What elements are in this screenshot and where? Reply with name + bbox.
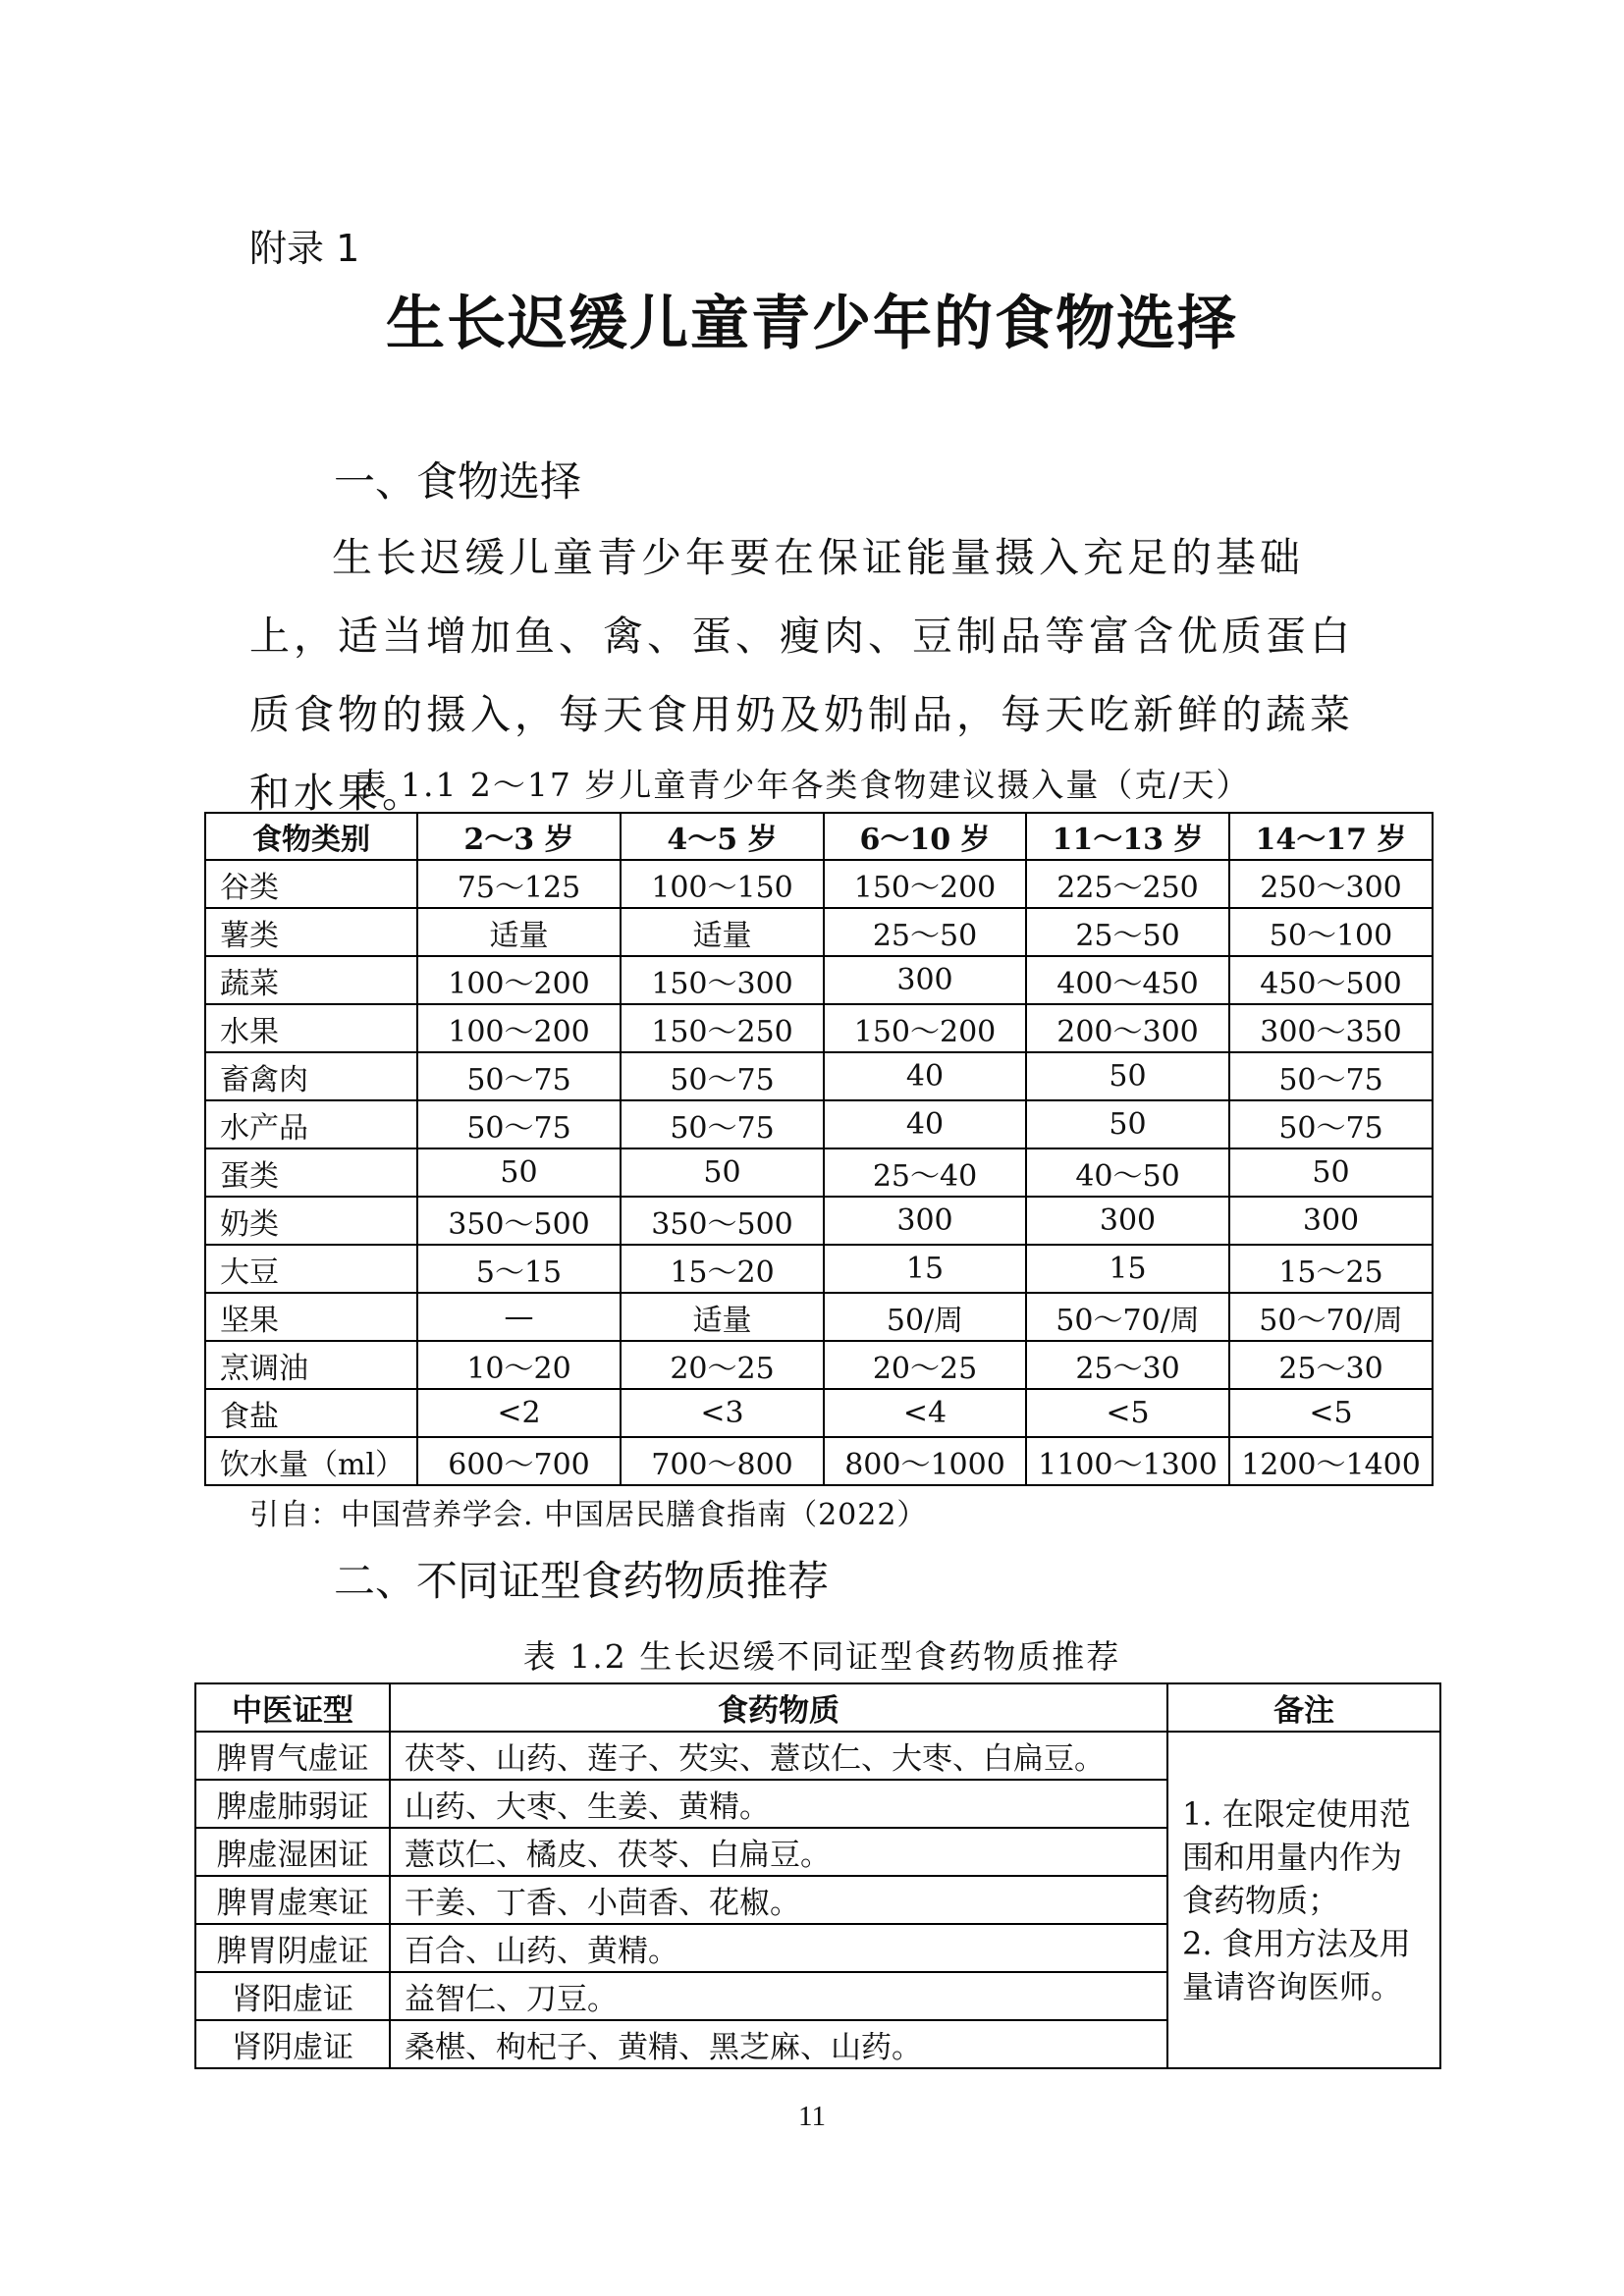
intake-value-cell: 150～300 [621,956,824,1004]
intake-value-cell: 150～200 [824,1004,1026,1052]
section-heading-food-choice: 一、食物选择 [334,457,582,506]
food-category-cell: 大豆 [205,1245,417,1293]
column-header: 中医证型 [195,1683,390,1732]
intake-value-cell: 50～70/周 [1229,1293,1433,1341]
table-row [205,1293,1433,1341]
intake-value-cell: 20～25 [824,1341,1026,1389]
substance-cell: 薏苡仁、橘皮、茯苓、白扁豆。 [390,1828,1167,1876]
substance-cell: 益智仁、刀豆。 [390,1972,1167,2020]
intake-value-cell: 700～800 [621,1437,824,1485]
intake-value-cell: 250～300 [1229,860,1433,908]
intake-value-cell: 50～75 [417,1052,621,1100]
intake-value-cell: 150～200 [824,860,1026,908]
table-row [195,1732,1440,1780]
intake-value-cell: 300 [1229,1197,1433,1245]
table-row [205,860,1433,908]
intake-value-cell: 50 [1026,1100,1229,1148]
table-row [205,1148,1433,1197]
intake-value-cell: 50～75 [1229,1100,1433,1148]
intake-value-cell: 150～250 [621,1004,824,1052]
substance-cell: 茯苓、山药、莲子、芡实、薏苡仁、大枣、白扁豆。 [390,1732,1167,1780]
intake-value-cell: 450～500 [1229,956,1433,1004]
intake-value-cell: 15～20 [621,1245,824,1293]
substance-cell: 干姜、丁香、小茴香、花椒。 [390,1876,1167,1924]
intake-value-cell: 15 [1026,1245,1229,1293]
food-category-cell: 坚果 [205,1293,417,1341]
intake-value-cell: 15 [824,1245,1026,1293]
intake-value-cell: 50～75 [1229,1052,1433,1100]
intake-value-cell: 适量 [621,908,824,956]
appendix-label: 附录 1 [249,227,360,270]
substance-cell: 山药、大枣、生姜、黄精。 [390,1780,1167,1828]
intake-value-cell: 50 [417,1148,621,1197]
food-category-cell: 烹调油 [205,1341,417,1389]
intake-value-cell: 25～30 [1229,1341,1433,1389]
intake-value-cell: 25～50 [1026,908,1229,956]
column-header: 6～10 岁 [824,813,1026,860]
intake-value-cell: 300 [824,956,1026,1004]
food-category-cell: 蛋类 [205,1148,417,1197]
intake-value-cell: 75～125 [417,860,621,908]
table-row [205,1100,1433,1148]
intake-value-cell: 25～40 [824,1148,1026,1197]
table-row [205,1004,1433,1052]
table-row [205,1197,1433,1245]
food-category-cell: 谷类 [205,860,417,908]
intake-value-cell: 300～350 [1229,1004,1433,1052]
table-row [205,1341,1433,1389]
remark-line: 1. 在限定使用范围和用量内作为食药物质； [1182,1794,1411,1919]
food-category-cell: 奶类 [205,1197,417,1245]
intake-value-cell: 225～250 [1026,860,1229,908]
table-row [205,1389,1433,1437]
intake-value-cell: — [417,1293,621,1341]
column-header: 2～3 岁 [417,813,621,860]
intake-value-cell: 300 [1026,1197,1229,1245]
intake-value-cell: 10～20 [417,1341,621,1389]
herbal-recommendation-table [194,1682,1441,2069]
intake-value-cell: 40～50 [1026,1148,1229,1197]
intake-value-cell: 50/周 [824,1293,1026,1341]
intake-value-cell: 20～25 [621,1341,824,1389]
column-header: 备注 [1167,1683,1440,1732]
food-category-cell: 食盐 [205,1389,417,1437]
column-header: 11～13 岁 [1026,813,1229,860]
intake-value-cell: 50 [621,1148,824,1197]
intake-value-cell: <4 [824,1389,1026,1437]
food-category-cell: 畜禽肉 [205,1052,417,1100]
intake-value-cell: 100～150 [621,860,824,908]
intake-value-cell: <2 [417,1389,621,1437]
food-category-cell: 蔬菜 [205,956,417,1004]
syndrome-cell: 脾虚湿困证 [195,1828,390,1876]
section-heading-herbal: 二、不同证型食药物质推荐 [334,1557,830,1605]
remarks-cell [1167,1732,1440,2068]
intake-value-cell: 适量 [417,908,621,956]
column-header: 4～5 岁 [621,813,824,860]
intake-value-cell: 600～700 [417,1437,621,1485]
intake-value-cell: <5 [1229,1389,1433,1437]
intake-value-cell: 1200～1400 [1229,1437,1433,1485]
intake-value-cell: 350～500 [621,1197,824,1245]
table2-caption: 表 1.2 生长迟缓不同证型食药物质推荐 [522,1637,1121,1676]
intake-value-cell: 40 [824,1052,1026,1100]
intake-value-cell: 5～15 [417,1245,621,1293]
intake-value-cell: 25～50 [824,908,1026,956]
table-header-row [195,1683,1440,1732]
food-category-cell: 饮水量（ml） [205,1437,417,1485]
intake-value-cell: <5 [1026,1389,1229,1437]
table1-source: 引自：中国营养学会. 中国居民膳食指南（2022） [249,1498,928,1532]
intake-value-cell: 40 [824,1100,1026,1148]
intake-value-cell: 100～200 [417,956,621,1004]
intake-value-cell: 200～300 [1026,1004,1229,1052]
intake-value-cell: 适量 [621,1293,824,1341]
food-category-cell: 薯类 [205,908,417,956]
table1-caption: 表 1.1 2～17 岁儿童青少年各类食物建议摄入量（克/天） [353,766,1251,804]
food-category-cell: 水果 [205,1004,417,1052]
syndrome-cell: 肾阳虚证 [195,1972,390,2020]
syndrome-cell: 脾胃阴虚证 [195,1924,390,1972]
syndrome-cell: 脾胃虚寒证 [195,1876,390,1924]
table-row [205,908,1433,956]
column-header: 食物类别 [205,813,417,860]
table-header-row [205,813,1433,860]
intake-value-cell: 800～1000 [824,1437,1026,1485]
table-row [205,1437,1433,1485]
food-intake-table [204,812,1434,1486]
intake-value-cell: 400～450 [1026,956,1229,1004]
intake-value-cell: 1100～1300 [1026,1437,1229,1485]
syndrome-cell: 肾阴虚证 [195,2020,390,2068]
table-row [205,1245,1433,1293]
food-category-cell: 水产品 [205,1100,417,1148]
intake-value-cell: 300 [824,1197,1026,1245]
syndrome-cell: 脾虚肺弱证 [195,1780,390,1828]
intake-value-cell: 50～75 [621,1100,824,1148]
intake-value-cell: 50～70/周 [1026,1293,1229,1341]
intake-value-cell: 50 [1229,1148,1433,1197]
column-header: 14～17 岁 [1229,813,1433,860]
page-number: 11 [798,2101,826,2132]
table-row [205,1052,1433,1100]
remark-line: 2. 食用方法及用量请咨询医师。 [1182,1924,1411,2005]
substance-cell: 桑椹、枸杞子、黄精、黑芝麻、山药。 [390,2020,1167,2068]
intake-value-cell: 100～200 [417,1004,621,1052]
substance-cell: 百合、山药、黄精。 [390,1924,1167,1972]
intake-value-cell: <3 [621,1389,824,1437]
intake-value-cell: 15～25 [1229,1245,1433,1293]
syndrome-cell: 脾胃气虚证 [195,1732,390,1780]
intake-value-cell: 50～75 [621,1052,824,1100]
table-row [205,956,1433,1004]
intake-value-cell: 350～500 [417,1197,621,1245]
intake-value-cell: 50～75 [417,1100,621,1148]
intake-value-cell: 25～30 [1026,1341,1229,1389]
intro-paragraph: 生长迟缓儿童青少年要在保证能量摄入充足的基础上，适当增加鱼、禽、蛋、瘦肉、豆制品等富含优质蛋白质食物的摄入，每天食用奶及奶制品，每天吃新鲜的蔬菜和水果。 [249,534,1354,817]
document-title: 生长迟缓儿童青少年的食物选择 [386,290,1238,358]
intake-value-cell: 50 [1026,1052,1229,1100]
column-header: 食药物质 [390,1683,1167,1732]
intake-value-cell: 50～100 [1229,908,1433,956]
